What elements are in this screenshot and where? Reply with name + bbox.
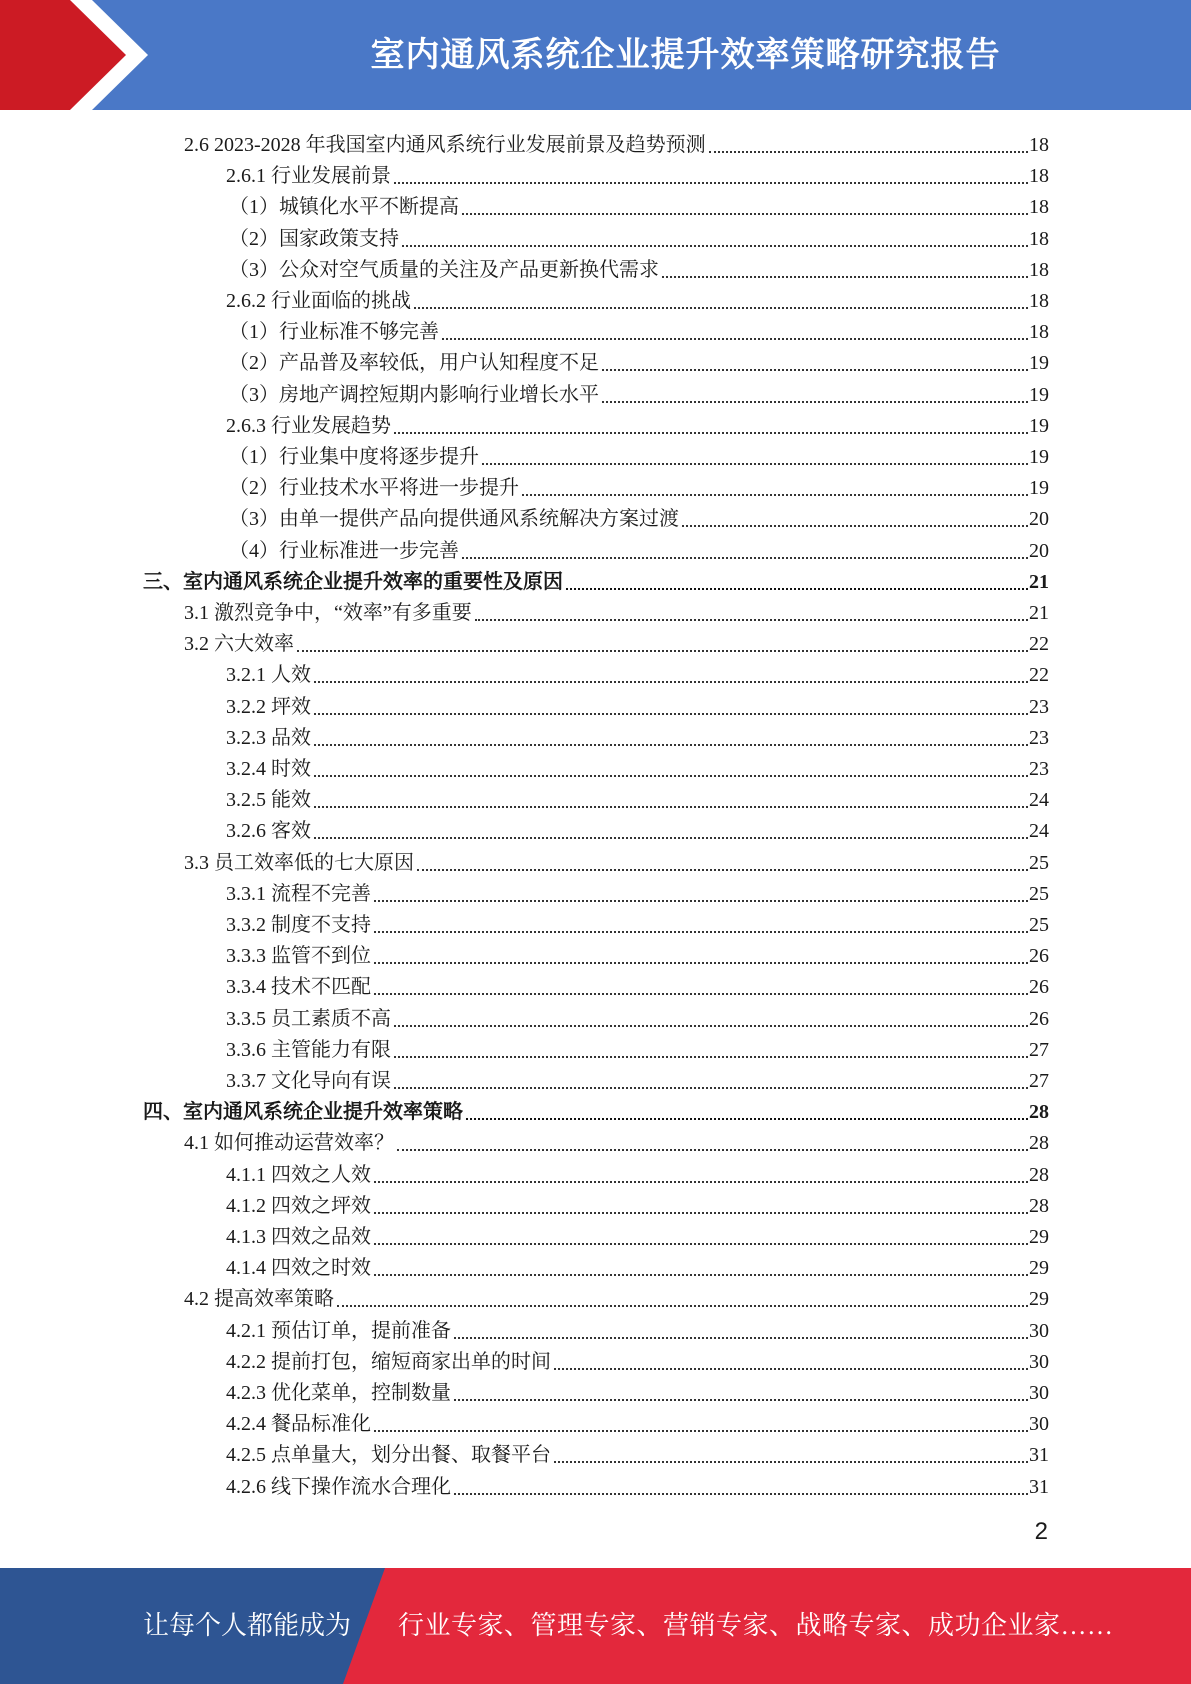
toc-entry[interactable] bbox=[226, 1344, 1049, 1375]
toc-entry[interactable] bbox=[229, 345, 1049, 376]
toc-entry-page: 28 bbox=[1029, 1132, 1049, 1155]
toc-entry[interactable] bbox=[226, 1157, 1049, 1188]
toc-entry-page: 28 bbox=[1029, 1101, 1049, 1124]
toc-entry-label: 3.2 六大效率 bbox=[184, 633, 294, 656]
toc-entry[interactable] bbox=[226, 689, 1049, 720]
toc-dot-leader bbox=[475, 619, 1028, 621]
toc-entry-page: 26 bbox=[1029, 976, 1049, 999]
toc-entry-label: 四、室内通风系统企业提升效率策略 bbox=[143, 1101, 463, 1124]
toc-entry-label: 3.3.1 流程不完善 bbox=[226, 882, 371, 905]
toc-dot-leader bbox=[374, 931, 1028, 933]
toc-entry-page: 20 bbox=[1029, 508, 1049, 531]
toc-entry-page: 18 bbox=[1029, 227, 1049, 250]
toc-dot-leader bbox=[314, 837, 1028, 839]
toc-entry-page: 19 bbox=[1029, 414, 1049, 437]
toc-entry[interactable] bbox=[226, 1313, 1049, 1344]
toc-entry[interactable] bbox=[226, 1375, 1049, 1406]
toc-entry[interactable] bbox=[226, 1001, 1049, 1032]
toc-chapter-entry[interactable] bbox=[143, 1094, 1049, 1125]
toc-entry-page: 18 bbox=[1029, 258, 1049, 281]
toc-chapter-entry[interactable] bbox=[143, 564, 1049, 595]
toc-dot-leader bbox=[709, 151, 1028, 153]
toc-entry-label: 2.6.2 行业面临的挑战 bbox=[226, 290, 411, 312]
toc-dot-leader bbox=[374, 993, 1028, 995]
toc-entry[interactable] bbox=[229, 252, 1049, 283]
toc-entry[interactable] bbox=[229, 314, 1049, 345]
toc-dot-leader bbox=[394, 1056, 1028, 1058]
toc-entry-page: 26 bbox=[1029, 945, 1049, 968]
toc-dot-leader bbox=[462, 213, 1028, 215]
toc-entry-page: 19 bbox=[1029, 446, 1049, 468]
toc-entry-page: 29 bbox=[1029, 1226, 1049, 1248]
toc-entry-page: 19 bbox=[1029, 383, 1049, 406]
toc-entry-label: 三、室内通风系统企业提升效率的重要性及原因 bbox=[143, 570, 563, 593]
toc-entry-label: 4.1 如何推动运营效率？ bbox=[184, 1132, 394, 1155]
toc-entry-page: 23 bbox=[1029, 726, 1049, 749]
toc-dot-leader bbox=[454, 1337, 1028, 1339]
toc-entry-label: 4.2 提高效率策略 bbox=[184, 1288, 334, 1311]
toc-entry[interactable] bbox=[229, 533, 1049, 564]
toc-entry-label: （2）产品普及率较低，用户认知程度不足 bbox=[229, 352, 599, 375]
toc-entry-label: （4）行业标准进一步完善 bbox=[229, 539, 459, 562]
toc-entry-label: 4.2.2 提前打包，缩短商家出单的时间 bbox=[226, 1350, 551, 1373]
toc-entry-page: 20 bbox=[1029, 539, 1049, 562]
toc-entry-page: 29 bbox=[1029, 1288, 1049, 1311]
page-footer bbox=[0, 1568, 1191, 1684]
toc-entry[interactable] bbox=[226, 1437, 1049, 1468]
toc-entry[interactable] bbox=[226, 1250, 1049, 1281]
toc-entry-page: 29 bbox=[1029, 1257, 1049, 1280]
toc-entry-label: 3.2.2 坪效 bbox=[226, 695, 311, 718]
toc-entry-page: 22 bbox=[1029, 664, 1049, 687]
page-number: 2 bbox=[1034, 1518, 1048, 1545]
toc-entry-label: 2.6.1 行业发展前景 bbox=[226, 165, 391, 188]
footer-slogan-right: 行业专家、管理专家、营销专家、战略专家、成功企业家…… bbox=[398, 1611, 1114, 1640]
toc-entry-page: 25 bbox=[1029, 914, 1049, 936]
toc-dot-leader bbox=[374, 1430, 1028, 1432]
toc-entry-page: 19 bbox=[1029, 352, 1049, 375]
toc-entry-label: 3.2.1 人效 bbox=[226, 664, 311, 687]
toc-entry[interactable] bbox=[184, 595, 1049, 626]
toc-entry[interactable] bbox=[226, 1188, 1049, 1219]
toc-entry-page: 18 bbox=[1029, 196, 1049, 219]
toc-entry[interactable] bbox=[226, 657, 1049, 688]
toc-dot-leader bbox=[454, 1399, 1028, 1401]
toc-entry[interactable] bbox=[229, 470, 1049, 501]
toc-dot-leader bbox=[314, 681, 1028, 683]
toc-dot-leader bbox=[337, 1305, 1028, 1307]
toc-entry-page: 31 bbox=[1029, 1475, 1049, 1498]
toc-entry-page: 23 bbox=[1029, 758, 1049, 780]
toc-dot-leader bbox=[402, 245, 1028, 247]
toc-entry[interactable] bbox=[226, 751, 1049, 782]
toc-entry-label: 3.3.5 员工素质不高 bbox=[226, 1007, 391, 1030]
toc-entry-page: 21 bbox=[1029, 570, 1049, 593]
toc-entry-label: 3.2.4 时效 bbox=[226, 758, 311, 780]
toc-dot-leader bbox=[374, 1243, 1028, 1245]
toc-dot-leader bbox=[462, 557, 1028, 559]
toc-dot-leader bbox=[374, 962, 1028, 964]
toc-dot-leader bbox=[522, 494, 1028, 496]
toc-entry-label: 3.3 员工效率低的七大原因 bbox=[184, 851, 414, 874]
footer-slogan-left: 让每个人都能成为 bbox=[143, 1611, 352, 1640]
toc-entry[interactable] bbox=[184, 1281, 1049, 1312]
toc-dot-leader bbox=[314, 713, 1028, 715]
toc-dot-leader bbox=[374, 1181, 1028, 1183]
toc-dot-leader bbox=[566, 588, 1028, 590]
toc-entry-label: 3.3.4 技术不匹配 bbox=[226, 976, 371, 999]
toc-entry[interactable] bbox=[226, 1219, 1049, 1250]
toc-dot-leader bbox=[397, 1149, 1028, 1151]
toc-entry[interactable] bbox=[226, 1406, 1049, 1437]
toc-entry-page: 18 bbox=[1029, 165, 1049, 188]
toc-entry-page: 28 bbox=[1029, 1194, 1049, 1217]
toc-dot-leader bbox=[682, 525, 1028, 527]
toc-entry-label: 2.6.3 行业发展趋势 bbox=[226, 414, 391, 437]
toc-entry[interactable] bbox=[226, 408, 1049, 439]
toc-entry[interactable] bbox=[184, 845, 1049, 876]
toc-entry-page: 18 bbox=[1029, 321, 1049, 344]
toc-entry-label: 4.2.1 预估订单，提前准备 bbox=[226, 1319, 451, 1342]
report-title: 室内通风系统企业提升效率策略研究报告 bbox=[370, 35, 1001, 75]
toc-entry-label: （1）行业集中度将逐步提升 bbox=[229, 446, 479, 468]
toc-entry[interactable] bbox=[226, 969, 1049, 1000]
toc-entry-label: 2.6 2023-2028 年我国室内通风系统行业发展前景及趋势预测 bbox=[184, 134, 706, 156]
toc-entry-page: 26 bbox=[1029, 1007, 1049, 1030]
toc-entry-label: 3.1 激烈竞争中，“效率”有多重要 bbox=[184, 602, 472, 624]
toc-entry-label: （2）国家政策支持 bbox=[229, 227, 399, 250]
toc-dot-leader bbox=[394, 182, 1028, 184]
page-header bbox=[0, 0, 1191, 110]
toc-entry[interactable] bbox=[229, 501, 1049, 532]
toc-entry-label: （3）房地产调控短期内影响行业增长水平 bbox=[229, 383, 599, 406]
toc-dot-leader bbox=[466, 1118, 1028, 1120]
toc-entry-label: 4.2.6 线下操作流水合理化 bbox=[226, 1475, 451, 1498]
toc-entry-page: 30 bbox=[1029, 1350, 1049, 1373]
toc-dot-leader bbox=[602, 369, 1028, 371]
toc-entry[interactable] bbox=[226, 283, 1049, 314]
toc-entry-page: 19 bbox=[1029, 477, 1049, 500]
toc-entry-page: 25 bbox=[1029, 882, 1049, 905]
toc-entry-page: 18 bbox=[1029, 134, 1049, 156]
toc-entry-label: 4.2.5 点单量大，划分出餐、取餐平台 bbox=[226, 1444, 551, 1467]
toc-entry-page: 28 bbox=[1029, 1163, 1049, 1186]
toc-entry-label: 3.3.3 监管不到位 bbox=[226, 945, 371, 968]
toc-entry-label: 3.2.6 客效 bbox=[226, 820, 311, 843]
toc-dot-leader bbox=[394, 1087, 1028, 1089]
toc-entry-label: 4.1.2 四效之坪效 bbox=[226, 1194, 371, 1217]
toc-dot-leader bbox=[454, 1493, 1028, 1495]
toc-entry-label: （3）公众对空气质量的关注及产品更新换代需求 bbox=[229, 258, 659, 281]
toc-entry-label: 3.3.6 主管能力有限 bbox=[226, 1038, 391, 1061]
toc-entry[interactable] bbox=[184, 127, 1049, 158]
toc-entry[interactable] bbox=[226, 907, 1049, 938]
toc-entry-page: 30 bbox=[1029, 1319, 1049, 1342]
toc-entry[interactable] bbox=[226, 813, 1049, 844]
toc-entry[interactable] bbox=[226, 876, 1049, 907]
toc-entry-label: （1）城镇化水平不断提高 bbox=[229, 196, 459, 219]
toc-entry[interactable] bbox=[226, 720, 1049, 751]
toc-entry[interactable] bbox=[229, 377, 1049, 408]
toc-dot-leader bbox=[602, 401, 1028, 403]
toc-entry-label: 4.2.3 优化菜单，控制数量 bbox=[226, 1382, 451, 1404]
toc-entry[interactable] bbox=[226, 1469, 1049, 1500]
toc-entry-label: 4.1.4 四效之时效 bbox=[226, 1257, 371, 1280]
toc-entry-label: （3）由单一提供产品向提供通风系统解决方案过渡 bbox=[229, 508, 679, 531]
toc-entry-page: 24 bbox=[1029, 789, 1049, 812]
toc-entry-label: 4.1.3 四效之品效 bbox=[226, 1226, 371, 1248]
toc-entry-page: 22 bbox=[1029, 633, 1049, 656]
toc-dot-leader bbox=[297, 650, 1028, 652]
toc-dot-leader bbox=[417, 869, 1028, 871]
toc-entry[interactable] bbox=[184, 1125, 1049, 1156]
toc-entry-label: 3.3.7 文化导向有误 bbox=[226, 1070, 391, 1092]
toc-dot-leader bbox=[374, 1212, 1028, 1214]
toc-dot-leader bbox=[394, 1025, 1028, 1027]
toc-entry-label: 3.2.3 品效 bbox=[226, 726, 311, 749]
toc-dot-leader bbox=[314, 806, 1028, 808]
toc-dot-leader bbox=[414, 307, 1028, 309]
toc-entry-page: 30 bbox=[1029, 1382, 1049, 1404]
toc-entry-page: 31 bbox=[1029, 1444, 1049, 1467]
toc-entry-label: 3.3.2 制度不支持 bbox=[226, 914, 371, 936]
toc-dot-leader bbox=[314, 775, 1028, 777]
header-chevron-logo bbox=[0, 0, 180, 110]
toc-entry[interactable] bbox=[226, 1032, 1049, 1063]
toc-dot-leader bbox=[374, 1274, 1028, 1276]
toc-dot-leader bbox=[554, 1461, 1028, 1463]
toc-entry[interactable] bbox=[226, 938, 1049, 969]
toc-entry-label: 3.2.5 能效 bbox=[226, 789, 311, 812]
toc-entry[interactable] bbox=[226, 1063, 1049, 1094]
toc-entry-page: 27 bbox=[1029, 1038, 1049, 1061]
toc-entry[interactable] bbox=[229, 221, 1049, 252]
toc-entry-label: 4.1.1 四效之人效 bbox=[226, 1163, 371, 1186]
toc-entry-page: 23 bbox=[1029, 695, 1049, 718]
toc-dot-leader bbox=[442, 338, 1028, 340]
toc-entry[interactable] bbox=[226, 158, 1049, 189]
toc-dot-leader bbox=[374, 900, 1028, 902]
toc-entry-page: 21 bbox=[1029, 602, 1049, 624]
toc-entry[interactable] bbox=[229, 189, 1049, 220]
toc-dot-leader bbox=[662, 276, 1028, 278]
toc-entry-label: （2）行业技术水平将进一步提升 bbox=[229, 477, 519, 500]
toc-entry-page: 30 bbox=[1029, 1413, 1049, 1436]
toc-dot-leader bbox=[482, 463, 1028, 465]
toc-entry-label: （1）行业标准不够完善 bbox=[229, 321, 439, 344]
toc-entry[interactable] bbox=[184, 626, 1049, 657]
toc-entry-page: 27 bbox=[1029, 1070, 1049, 1092]
toc-entry[interactable] bbox=[226, 782, 1049, 813]
toc-entry-page: 18 bbox=[1029, 290, 1049, 312]
toc-dot-leader bbox=[394, 432, 1028, 434]
toc-entry-page: 24 bbox=[1029, 820, 1049, 843]
toc-entry[interactable] bbox=[229, 439, 1049, 470]
toc-dot-leader bbox=[554, 1368, 1028, 1370]
toc-dot-leader bbox=[314, 744, 1028, 746]
toc-entry-label: 4.2.4 餐品标准化 bbox=[226, 1413, 371, 1436]
toc-entry-page: 25 bbox=[1029, 851, 1049, 874]
